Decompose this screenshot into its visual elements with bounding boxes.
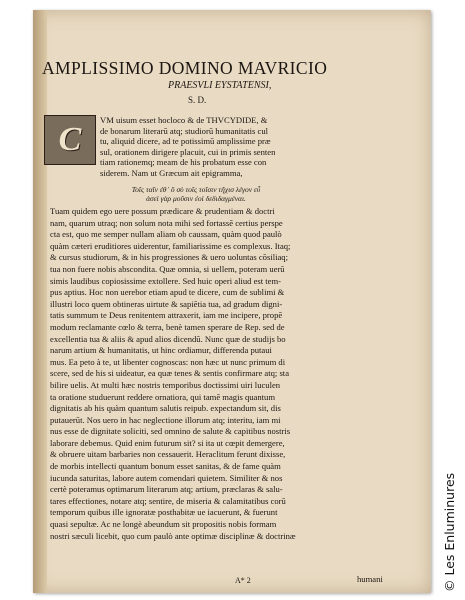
body-line: de morbis intellecti quantum bonum esset sanitas, & de fame quàm	[50, 461, 281, 472]
body-line: putauerūt. Nos uero in hac neglectione illorum atq; interitu, iam mi	[50, 414, 281, 425]
body-line: laborare debemus. Quid enim futurum sit? si ita ut cœpit demergere,	[50, 437, 285, 448]
body-line: Tuam quidem ego uere possum prædicare & prudentiam & doctri	[50, 206, 275, 216]
intro-line: de bonarum literarū atq; studiorū humanitatis cul	[100, 125, 269, 136]
intro-paragraph	[100, 115, 380, 178]
body-line: nostri sæculi licebit, quo cum paulò ante optimæ disciplinæ & doctrinæ	[50, 530, 296, 541]
decorated-initial-icon	[44, 115, 96, 165]
intro-line: VM uisum esset hocloco & de THVCYDIDE, &	[100, 115, 268, 125]
page-subtitle: PRAESVLI EYSTATENSI,	[168, 80, 272, 91]
body-line: tua non fuere nobis abscondita. Quæ omnia, si uellem, poteram uerū	[50, 263, 285, 274]
greek-line: Τοῖς ταῖν ἐθ᾽ ὅ σὺ τοῖς τοῖσιν τῆχισ λέγον εὖ	[131, 185, 261, 194]
greek-line: ἀσεὶ γὰρ μοῦσιν ἐοὶ δεδιδαγμέναι.	[146, 194, 246, 203]
body-line: modum reclamante cœlo & terra, benè tamen sperare de Rep. sed de	[50, 321, 285, 332]
book-spine	[33, 10, 47, 593]
body-line: & cursus studiorum, & in his progressiones & uero uoluntas cōsiliaq;	[50, 252, 288, 263]
intro-line: tiam rationemq; meam de his probatum esse con	[100, 157, 267, 167]
body-line: simis laudibus copiosissime extollere. Sed huic operi aliud est tem-	[50, 275, 282, 286]
body-text	[50, 206, 380, 542]
body-line: quàm cæteri eruditiores uiderentur, familiarissime es complexus. Itaq;	[50, 240, 291, 251]
body-line: pus aptius. Hoc non uerebor etiam apud te dicere, cum de sublimi &	[50, 287, 285, 298]
body-line: ta oratione studuerunt reddere ornatiora, qui tamē magis quantum	[50, 391, 276, 402]
body-line: temporum quibus ille ignoratæ posthabitæ ue iacuerunt, & fuerunt	[50, 507, 278, 518]
body-line: dignitatis ab his quàm quantum salutis reipub. expectandum sit, dis	[50, 403, 281, 414]
body-line: cta est, quo me semper nullam aliam ob caussam, quàm quod paulò	[50, 229, 282, 240]
signature-mark: A* 2	[235, 576, 251, 585]
body-line: iucunda saturitas, labore autem comendari quietem. Similiter & nos	[50, 472, 283, 483]
intro-line: sul, orationem dirigere placuit, cui in primis senten	[100, 146, 276, 157]
body-line: nam, quarum utraq; non solum nota mihi sed fortassē certius perspe	[50, 217, 283, 228]
body-line: illustri loco quem obtineras uirtute & sapiētia tua, ad gradum digni-	[50, 298, 283, 309]
page-title: AMPLISSIMO DOMINO MAVRICIO	[42, 58, 328, 78]
body-line: mus. Ea peto à te, ut libenter cognoscas: non hæc ut nunc primum di	[50, 356, 286, 367]
body-line: tatis summum te Deus renitentem attraxerit, iam me incipere, propē	[50, 310, 283, 321]
body-line: bilire uelis. At multi hæc nostris temporibus doctissimi uiri luculen	[50, 379, 281, 390]
body-line: scere, sed de his si uideatur, ea quæ tenes & sentis confirmare atq; sta	[50, 368, 290, 379]
intro-line: siderem. Nam ut Græcum ait epigramma,	[100, 167, 243, 178]
copyright-watermark: © Les Enluminures	[442, 472, 457, 592]
body-line: narum artium & humanitatis, ut hinc ordiamur, differenda putaui	[50, 345, 272, 356]
initial-letter: C	[58, 121, 82, 158]
body-line: quasi sepultæ. Ac ne longè abeundum sit propositis nobis formam	[50, 519, 277, 530]
body-line: certè poteramus optimarum literarum atq; artium, præclaras & salu-	[50, 484, 283, 495]
intro-line: tu, aliquid dicere, ad te potissimū amplissime præ	[100, 136, 271, 146]
greek-epigram	[96, 185, 296, 203]
body-line: & obruere uitam barbaries non cessauerit. Heraclitum ferunt dixisse,	[50, 449, 286, 460]
body-line: tares effectiones, notare atq; sentire, de miseria & calamitatibus corū	[50, 495, 286, 506]
body-line: nus esse de dignitate soliciti, sed omnino de salute & capitibus nostris	[50, 426, 291, 437]
catchword: humani	[357, 574, 383, 584]
body-line: excellentia tua & aliis & apud alios dicendū. Nunc quæ de studijs bo	[50, 333, 286, 344]
salutation: S. D.	[188, 95, 207, 105]
